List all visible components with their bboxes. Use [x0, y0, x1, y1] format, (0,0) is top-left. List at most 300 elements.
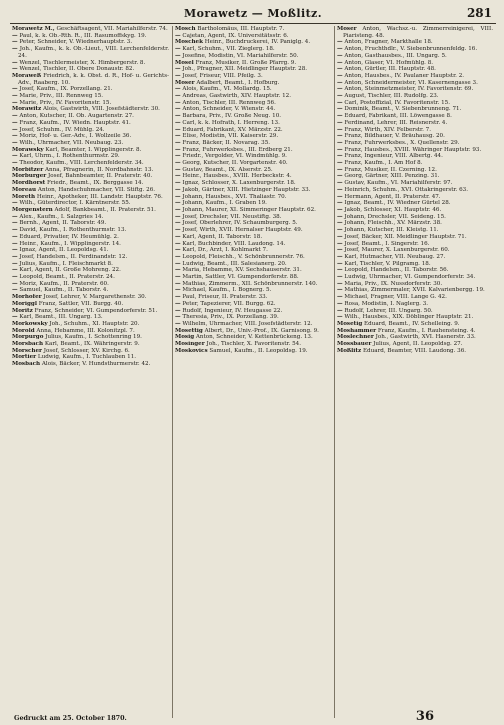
directory-entry: [175, 106, 331, 113]
entry-name: Moser: [337, 26, 357, 32]
entry-name: —: [337, 99, 343, 106]
entry-name: —: [175, 93, 181, 100]
directory-entry: [337, 254, 493, 261]
directory-entry: [12, 348, 169, 355]
entry-name: —: [12, 113, 18, 120]
directory-entry: [12, 287, 169, 294]
directory-entry: [175, 247, 331, 254]
entry-details: Ignaz, Agent, II. Leopoldsg. 41.: [19, 247, 109, 254]
entry-name: —: [12, 267, 18, 274]
entry-name: —: [175, 146, 181, 153]
entry-details: Ludwig, Kaufm., I. Tuchlauben 11.: [37, 354, 137, 361]
entry-details: Karl, Buchbinder, VIII. Laudong. 14.: [182, 240, 286, 247]
directory-entry: [175, 86, 331, 93]
entry-name: —: [175, 133, 181, 140]
entry-name: —: [175, 206, 181, 213]
entry-details: Wilh., Güterdirector, I. Kärntnerstr. 55.: [19, 200, 131, 207]
entry-details: Gustav, Beamt., IX. Alserstr. 25.: [182, 166, 273, 173]
entry-details: Eduard, Beamter, VIII. Laudong. 36.: [362, 347, 467, 354]
entry-details: Julius, Agent, II. Leopoldsg. 27.: [373, 341, 463, 348]
entry-name: —: [175, 247, 181, 254]
directory-entry: [12, 214, 169, 221]
entry-name: —: [175, 280, 181, 287]
entry-name: —: [337, 146, 343, 153]
directory-entry: [175, 321, 331, 328]
directory-entry: [175, 220, 331, 227]
entry-name: —: [337, 220, 343, 227]
entry-details: Karl, Agent, II. Taborstr. 18.: [182, 233, 263, 240]
entry-details: Theresia, Priv., IX. Porzellang. 39.: [182, 314, 279, 321]
entry-details: Theodor, Kaufm., VIII. Lerchenfelderstr. 34.: [19, 160, 144, 167]
entry-details: Karl, Schuhm., VII. Zieglerg. 18.: [182, 46, 275, 53]
entry-details: Franz, Fuhrwerksbes., X. Quellenstr. 29.: [344, 139, 460, 146]
directory-entry: [337, 100, 493, 107]
entry-name: —: [12, 32, 18, 39]
entry-name: —: [337, 260, 343, 267]
directory-entry: [175, 187, 331, 194]
entry-name: Mosetig: [337, 320, 363, 327]
entry-details: Franz, Kaufm., I. Am Hof 8.: [344, 160, 423, 167]
entry-details: Maria, Priv., IX. Nussdorferstr. 30.: [344, 280, 443, 287]
directory-entry: [175, 60, 331, 67]
directory-entry: [12, 334, 169, 341]
entry-name: —: [337, 79, 343, 86]
entry-details: Franz, Musiker, II. Czerning. 12.: [344, 166, 437, 173]
entry-details: Alois, Gastwirth, VIII. Josefstädterstr. 30.: [42, 106, 160, 113]
entry-details: Carl, Postoffizial, IV. Favoritenstr. 15.: [344, 99, 451, 106]
directory-entry: [175, 80, 331, 87]
entry-name: —: [12, 274, 18, 281]
entry-details: Eduard, Fabrikant, XV. Märzstr. 22.: [182, 126, 283, 133]
entry-details: Josef, Wirth, XVII. Hernalser Hauptstr. 49.: [182, 227, 303, 234]
directory-entry: [337, 308, 493, 315]
directory-entry: [337, 180, 493, 187]
entry-name: Morburger: [12, 173, 47, 180]
entry-name: —: [175, 267, 181, 274]
entry-details: Josef, Beamt., I. Singerstr. 16.: [344, 240, 430, 247]
entry-name: Morgenstern: [12, 206, 53, 213]
entry-details: Elise, Modistin, VII. Kaiserstr. 29.: [182, 133, 279, 140]
entry-details: Josef, Schlosser, XV. Kirchg. 6.: [43, 347, 130, 354]
entry-name: —: [175, 160, 181, 167]
entry-details: Hermann, Agent, II. Praterstr. 47.: [344, 193, 441, 200]
directory-entry: [175, 281, 331, 288]
entry-name: —: [12, 133, 18, 140]
entry-name: —: [337, 213, 343, 220]
entry-name: Moskovics: [175, 347, 208, 354]
directory-entry: [12, 254, 169, 261]
entry-details: Mathias, Zimmermaler, XVII. Kalvarienbergg. 19.: [344, 287, 485, 294]
entry-name: —: [175, 227, 181, 234]
entry-name: —: [12, 139, 18, 146]
entry-name: Mosch: [175, 26, 196, 32]
entry-name: Moser: [175, 79, 195, 86]
directory-entry: [337, 220, 493, 227]
entry-details: Cajetan, Agent, IX. Universitätsstr. 6.: [182, 32, 289, 39]
directory-entry: [337, 241, 493, 248]
directory-entry: [12, 120, 169, 127]
entry-name: —: [175, 287, 181, 294]
column-2: [172, 26, 334, 718]
entry-details: Friedr., Vergolder, VI. Windmühlg. 9.: [182, 153, 287, 160]
entry-details: Karl, Beamter, I. Wipplingerstr. 8.: [45, 146, 142, 153]
entry-details: Anton, Kutscher, II. Ob. Augartenstr. 27.: [19, 113, 134, 120]
entry-details: Joh., Gastwirth, XVI. Hasnerstr. 33.: [375, 334, 476, 341]
entry-name: Moßlitz: [337, 347, 362, 354]
directory-entry: [12, 39, 169, 46]
entry-name: —: [12, 253, 18, 260]
directory-entry: [337, 194, 493, 201]
entry-details: Ludwig, Uhrmacher, VI. Gumpendorferstr. 34.: [344, 274, 476, 281]
entry-name: Moreau: [12, 186, 37, 193]
entry-details: Josef, Maurer, X. Laxenburgerstr. 60.: [344, 247, 450, 254]
directory-entry: [12, 167, 169, 174]
directory-entry: [175, 153, 331, 160]
entry-name: Mordhorst: [12, 180, 46, 187]
directory-entry: [337, 66, 493, 73]
entry-details: Eduard, Privatier, IV. Heumühlg. 2.: [19, 233, 119, 240]
entry-details: Wenzel, Tischlermeister, X. Himbergerstr. 8.: [19, 59, 146, 66]
entry-name: —: [337, 139, 343, 146]
entry-details: Samuel, Kaufm., II. Leopoldsg. 19.: [209, 347, 308, 354]
entry-details: Eduard, Beamt., IV. Schelleing. 9.: [364, 320, 460, 327]
directory-entry: [175, 207, 331, 214]
directory-entry: [12, 308, 169, 315]
entry-details: Bartholomäus, III. Hauptstr. 7.: [197, 26, 285, 32]
entry-name: Morhofer: [12, 294, 42, 301]
entry-details: Franz, Wirth, XIV. Felberstr. 7.: [344, 126, 432, 133]
entry-details: Bernh., Agent, II. Taborstr. 49.: [19, 220, 107, 227]
entry-details: Johann, Kutscher, III. Kleistg. 11.: [344, 227, 439, 234]
entry-name: —: [12, 213, 18, 220]
directory-entry: [337, 294, 493, 301]
entry-details: Franz, Kaufm., IV. Wiedn. Hauptstr. 41.: [19, 119, 131, 126]
entry-name: —: [175, 220, 181, 227]
directory-entry: [175, 39, 331, 46]
header-rule: [10, 23, 496, 24]
entry-name: —: [12, 86, 18, 93]
directory-entry: [175, 120, 331, 127]
directory-entry: [337, 334, 493, 341]
entry-name: Moreth: [12, 193, 36, 200]
directory-entry: [337, 301, 493, 308]
directory-entry: [175, 254, 331, 261]
entry-details: Joh., Schuhm., XI. Hauptstr. 20.: [49, 320, 140, 327]
entry-name: Morawitz: [12, 106, 42, 113]
directory-entry: [337, 261, 493, 268]
entry-details: Heinrich, Schuhm., XVI. Ottakringerstr. 63.: [344, 186, 468, 193]
entry-name: —: [337, 200, 343, 207]
entry-name: —: [337, 280, 343, 287]
directory-entry: [337, 86, 493, 93]
directory-entry: [337, 187, 493, 194]
directory-entry: [12, 247, 169, 254]
entry-details: Samuel, Kaufm., II. Taborstr. 4.: [19, 287, 109, 294]
entry-name: —: [337, 180, 343, 187]
entry-details: Anton, Gasthausbes., III. Ungarg. 5.: [344, 52, 447, 59]
entry-name: —: [12, 233, 18, 240]
entry-name: —: [175, 294, 181, 301]
entry-name: —: [12, 99, 18, 106]
entry-name: —: [337, 93, 343, 100]
entry-details: Johann, Hausbes., XVI. Thaliastr. 70.: [182, 193, 287, 200]
directory-entry: [12, 361, 169, 368]
entry-name: —: [337, 267, 343, 274]
directory-entry: [175, 294, 331, 301]
page-header: [10, 6, 496, 22]
entry-name: Mosinger: [175, 341, 205, 348]
directory-entry: [337, 93, 493, 100]
directory-entry: [337, 39, 493, 46]
entry-name: Moshammer: [337, 327, 377, 334]
entry-details: Rosa, Modistin, I. Naglerg. 3.: [344, 300, 429, 307]
entry-name: —: [175, 166, 181, 173]
entry-name: —: [175, 260, 181, 267]
entry-name: —: [337, 287, 343, 294]
directory-entry: [12, 106, 169, 113]
entry-details: Julius, Kaufm., I. Fleischmarkt 8.: [19, 260, 113, 267]
entry-details: Paul, Friseur, II. Praterstr. 33.: [182, 294, 268, 301]
entry-name: —: [337, 206, 343, 213]
directory-entry: [337, 46, 493, 53]
entry-name: —: [337, 126, 343, 133]
entry-name: —: [337, 253, 343, 260]
entry-name: Moslechner: [337, 334, 374, 341]
directory-entry: [175, 274, 331, 281]
entry-name: —: [175, 193, 181, 200]
entry-details: Josef, Drechsler, VII. Neustiftg. 38.: [182, 213, 282, 220]
directory-entry: [175, 180, 331, 187]
entry-details: Eduard, Fabrikant, III. Löwengasse 8.: [344, 113, 452, 120]
directory-entry: [12, 354, 169, 361]
entry-details: Peter, Schneider, V. Wiednerhauptstr. 3.: [19, 39, 133, 46]
entry-name: —: [12, 280, 18, 287]
directory-entry: [337, 80, 493, 87]
directory-entry: [175, 127, 331, 134]
entry-details: Rudolf, Lehrer, III. Ungarg. 50.: [344, 307, 433, 314]
entry-details: Karl, Hutmacher, VII. Neubaug. 27.: [344, 253, 446, 260]
entry-name: Morold: [12, 327, 35, 334]
directory-entry: [337, 227, 493, 234]
entry-name: Moraweß: [12, 72, 42, 79]
entry-name: —: [12, 66, 18, 73]
entry-name: —: [175, 99, 181, 106]
directory-entry: [12, 160, 169, 167]
entry-details: Anton, Glaser, VI. Hofmühlg. 8.: [344, 59, 434, 66]
directory-entry: [337, 321, 493, 328]
directory-entry: [12, 46, 169, 59]
entry-details: Josef, Handelsm., II. Ferdinandstr. 12.: [19, 253, 128, 260]
directory-entry: [175, 287, 331, 294]
entry-name: —: [12, 46, 18, 53]
entry-details: Ludwig, Beamt., III. Salesianerg. 20.: [182, 260, 287, 267]
directory-entry: [337, 140, 493, 147]
entry-name: —: [337, 86, 343, 93]
entry-name: —: [12, 153, 18, 160]
entry-name: —: [175, 200, 181, 207]
entry-details: Karl, Dr., Arzt, I. Kohlmarkt 7.: [182, 247, 268, 254]
entry-details: Karl, Beamt., IX. Währingerstr. 9.: [44, 341, 140, 348]
directory-entry: [337, 341, 493, 348]
entry-name: —: [337, 227, 343, 234]
entry-details: Barbara, Priv., IV. Große Neug. 10.: [182, 113, 282, 120]
entry-name: —: [175, 32, 181, 39]
entry-details: Johann, Kaufm., I. Graben 19.: [182, 200, 267, 207]
directory-entry: [337, 214, 493, 221]
entry-name: Morpurgo: [12, 334, 44, 341]
entry-name: Mosbach: [12, 361, 41, 368]
directory-entry: [337, 274, 493, 281]
entry-details: Joh., Pfragner, XII. Meidlinger Hauptstr. 28.: [182, 66, 308, 73]
entry-details: August, Tischler, III. Rudolfg. 23.: [344, 93, 439, 100]
entry-details: Michael, Kaufm., I. Bognerg. 5.: [182, 287, 272, 294]
entry-name: —: [337, 59, 343, 66]
entry-name: —: [337, 274, 343, 281]
entry-name: —: [175, 153, 181, 160]
entry-name: —: [12, 287, 18, 294]
directory-entry: [337, 133, 493, 140]
directory-entry: [175, 314, 331, 321]
directory-entry: [175, 341, 331, 348]
column-3: [334, 26, 496, 718]
entry-details: Paul, k. k. Ob.-Rth. R., III. Rasumoffskyg. 19.: [19, 32, 147, 39]
directory-entry: [337, 348, 493, 355]
entry-name: —: [337, 314, 343, 321]
entry-name: —: [12, 220, 18, 227]
entry-name: —: [337, 46, 343, 53]
entry-details: Martin, Sattler, VI. Gumpendorferstr. 88.: [182, 274, 299, 281]
directory-entry: [12, 86, 169, 93]
entry-details: Peter, Tapezierer, VII. Burgg. 62.: [182, 300, 276, 307]
entry-details: Franz, Kaufm., I. Rauhensteing. 4.: [377, 327, 476, 334]
directory-entry: [337, 314, 493, 321]
directory-entry: [12, 234, 169, 241]
entry-name: —: [175, 139, 181, 146]
entry-details: Heinr., Apotheker, III. Landstr. Hauptstr. 76.: [36, 193, 163, 200]
entry-details: Anton, Handschuhmacher, VII. Stiftg. 26.: [37, 186, 156, 193]
entry-details: Anna, Pfragnerin, II. Nordbahnstr. 13.: [44, 166, 154, 173]
directory-entry: [175, 100, 331, 107]
entry-details: Josef, Bahnbeamter, II. Praterstr. 40.: [48, 173, 153, 180]
entry-name: Morawetz M.,: [12, 26, 55, 32]
entry-details: Carl, k. k. Hofrath, I. Herreng. 13.: [182, 119, 280, 126]
directory-entry: [12, 267, 169, 274]
entry-details: Wilh., Hausbes., XIX. Döblinger Hauptstr. 21.: [344, 314, 474, 321]
entry-name: —: [337, 193, 343, 200]
entry-name: —: [175, 126, 181, 133]
directory-entry: [12, 127, 169, 134]
directory-entry: [12, 294, 169, 301]
directory-entry: [337, 281, 493, 288]
entry-details: Anton, Tischler, III. Rennweg 56.: [182, 99, 276, 106]
running-head: Morawetz — Moßlitz.: [184, 7, 322, 20]
entry-name: —: [12, 126, 18, 133]
directory-entry: [337, 167, 493, 174]
entry-details: Karl, Uhrm., I. Rothenthurmstr. 29.: [19, 153, 120, 160]
directory-entry: [12, 33, 169, 40]
entry-details: Josef, Lehrer, V. Margarethenstr. 30.: [43, 294, 147, 301]
directory-entry: [337, 73, 493, 80]
directory-entry: [12, 281, 169, 288]
directory-entry: [12, 173, 169, 180]
entry-name: —: [175, 106, 181, 113]
entry-details: Alois, Bäcker, V. Hundsthurmerstr. 42.: [41, 361, 151, 368]
directory-entry: [12, 100, 169, 107]
entry-name: —: [12, 227, 18, 234]
directory-entry: [337, 120, 493, 127]
entry-name: —: [175, 66, 181, 73]
entry-name: —: [337, 233, 343, 240]
directory-entry: [175, 26, 331, 33]
entry-details: Heinr., Hausbes., XVIII. Herbeckstr. 4.: [182, 173, 292, 180]
directory-entry: [175, 301, 331, 308]
entry-name: Mosel: [175, 59, 194, 66]
entry-details: Josef, Bäcker, XII. Meidlinger Hauptstr. 71.: [344, 233, 467, 240]
directory-entry: [175, 308, 331, 315]
entry-name: —: [337, 247, 343, 254]
directory-entry: [175, 147, 331, 154]
entry-name: Morscher: [12, 347, 42, 354]
entry-details: Alois, Kaufm., VI. Mollardg. 15.: [182, 86, 272, 93]
print-note: Gedruckt am 25. October 1870.: [14, 714, 127, 722]
entry-details: Karl, Beamt., III. Ungarg. 13.: [19, 314, 103, 321]
directory-entry: [337, 153, 493, 160]
directory-entry: [337, 147, 493, 154]
entry-name: —: [337, 119, 343, 126]
entry-details: Josef, Friseur, VIII. Pfeilg. 3.: [182, 72, 263, 79]
entry-name: —: [175, 320, 181, 327]
entry-name: —: [337, 39, 343, 46]
entry-details: Adalbert, Beamt., I. Hofburg.: [196, 79, 280, 86]
entry-details: Josef, Kaufm., IX. Porzellang. 21.: [19, 86, 113, 93]
entry-details: Maria, Hebamme, XV. Sechshauserstr. 31.: [182, 267, 302, 274]
entry-name: —: [12, 260, 18, 267]
directory-entry: [175, 66, 331, 73]
entry-name: Moritz: [12, 307, 33, 314]
entry-name: —: [337, 166, 343, 173]
entry-name: —: [337, 52, 343, 59]
entry-details: David, Kaufm., I. Rothenthurmstr. 13.: [19, 227, 127, 234]
entry-details: Jakob, Schlosser, XI. Hauptstr. 46.: [344, 206, 442, 213]
entry-name: Morsbach: [12, 341, 44, 348]
directory-entry: [12, 93, 169, 100]
entry-details: Georg, Gärtner, XIII. Penzing. 31.: [344, 173, 440, 180]
directory-entry: [12, 314, 169, 321]
directory-entry: [337, 173, 493, 180]
entry-details: Adolf, Bankbeamt., II. Praterstr. 51.: [54, 206, 156, 213]
entry-details: Franz, Schneider, VI. Gumpendorferstr. 51.: [34, 307, 158, 314]
directory-entry: [175, 267, 331, 274]
entry-details: Albert, Dr., Univ.-Prof., IX. Garnisong. 9.: [204, 327, 319, 334]
directory-entry: [337, 127, 493, 134]
entry-name: Morbitzer: [12, 166, 44, 173]
directory-entry: [337, 113, 493, 120]
directory-entry: [175, 227, 331, 234]
directory-columns: [10, 26, 496, 718]
directory-entry: [175, 160, 331, 167]
entry-details: Johann, Fleischh., XV. Märzstr. 38.: [344, 220, 442, 227]
entry-details: Joh., Kaufm., k. k. Ob.-Lieut., VIII. Lerchenfelderstr. 24.: [18, 46, 169, 59]
entry-details: Franz, Sattler, VII. Burgg. 40.: [38, 300, 124, 307]
entry-details: Franz, Fuhrwerksbes., III. Erdberg 21.: [182, 146, 293, 153]
directory-entry: [12, 321, 169, 328]
entry-name: Mosig: [175, 334, 195, 341]
directory-entry: [337, 60, 493, 67]
directory-entry: [12, 301, 169, 308]
entry-details: Heinr., Kaufm., I. Wipplingerstr. 14.: [19, 240, 121, 247]
entry-details: Wilh., Uhrmacher, VII. Neubaug. 23.: [19, 139, 124, 146]
entry-details: Heinr., Buchdruckerei, IV. Paniglg. 4.: [204, 39, 311, 46]
